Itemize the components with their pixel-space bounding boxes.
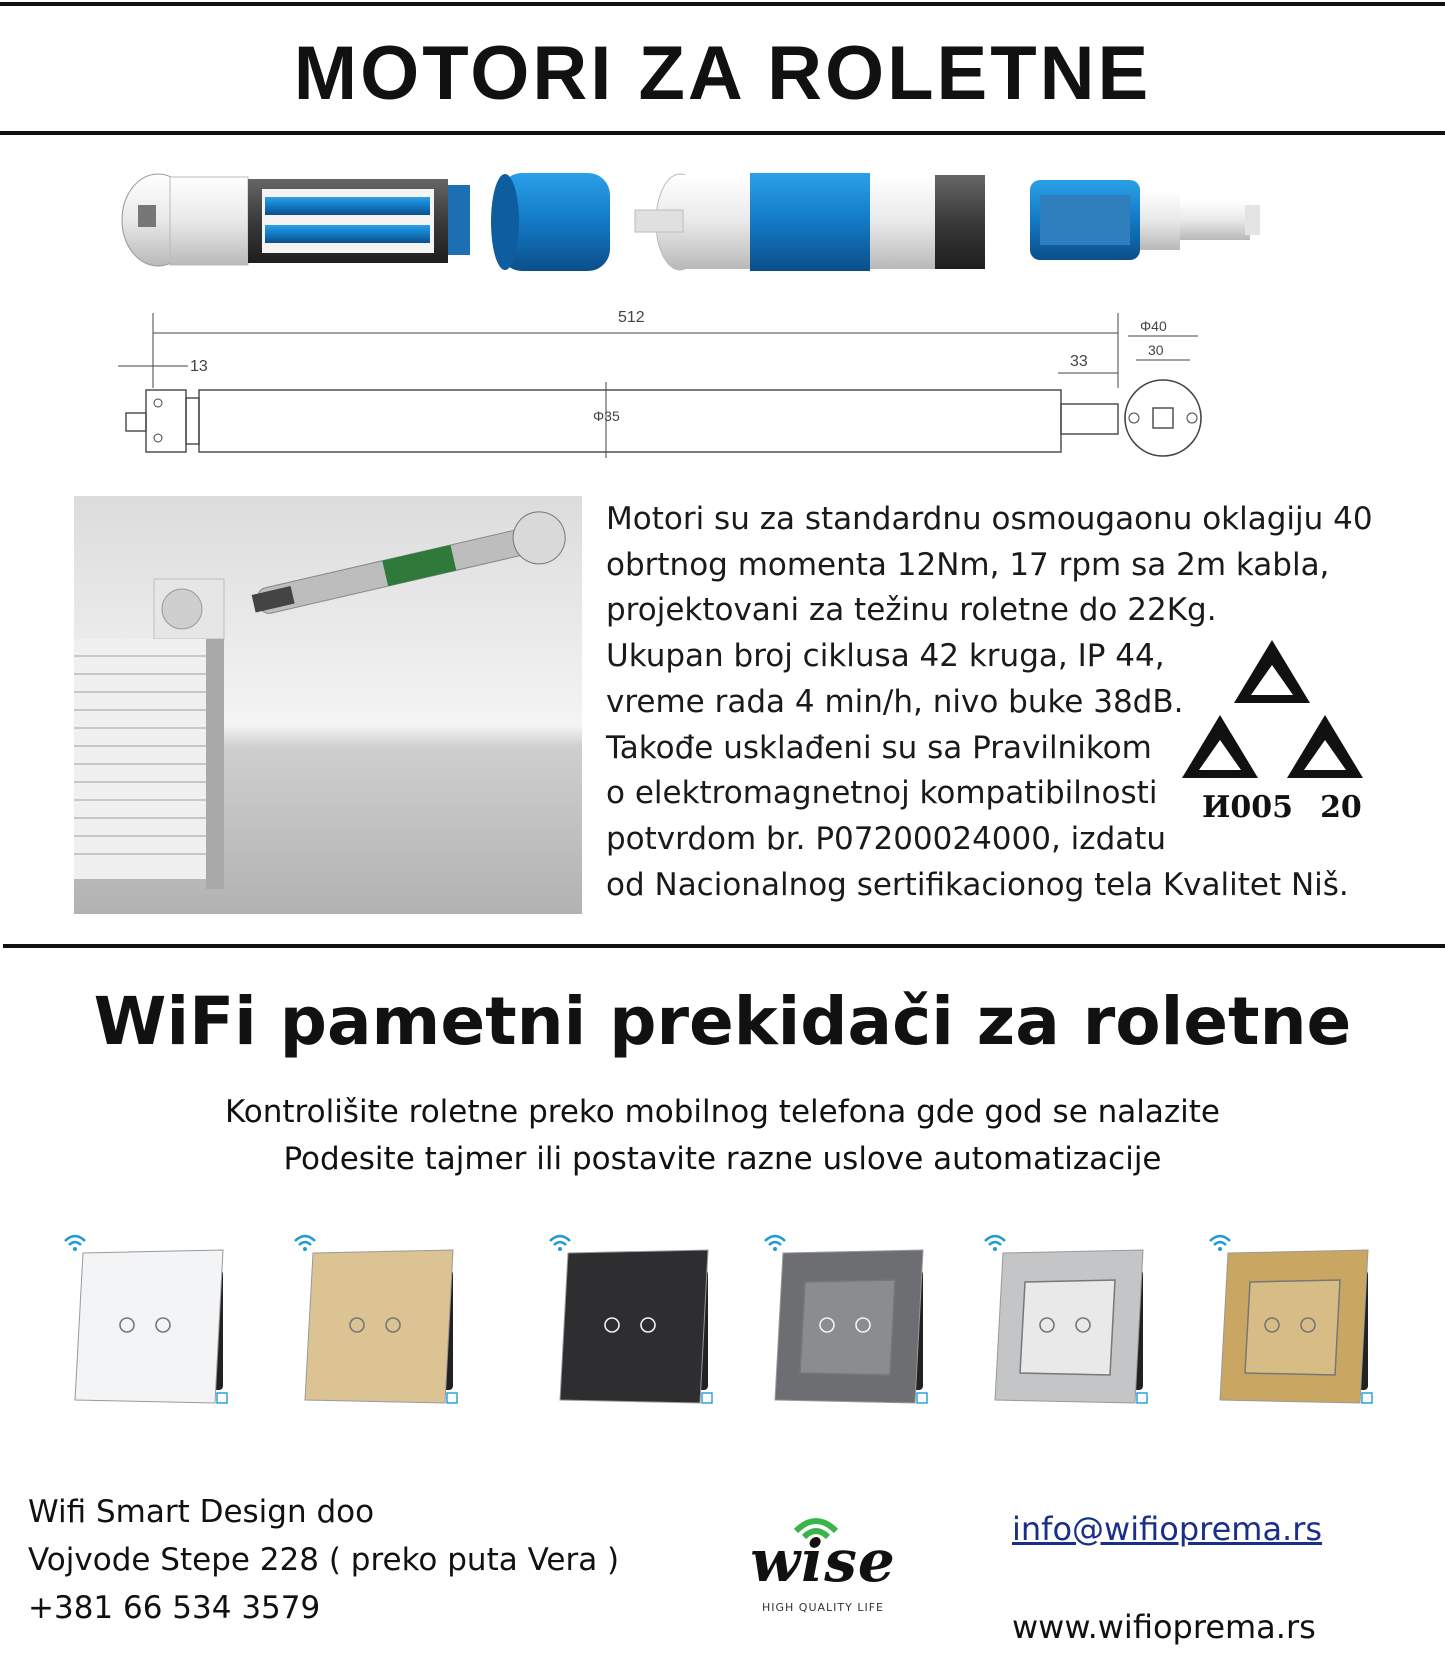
triple-triangle-icon [1180, 635, 1365, 785]
page-title: MOTORI ZA ROLETNE [293, 31, 1152, 116]
switch-products [40, 1225, 1440, 1425]
description-line: vreme rada 4 min/h, nivo buke 38dB. [606, 683, 1184, 720]
rf-icon [1362, 1393, 1372, 1403]
wifi-icon [65, 1236, 85, 1251]
section-rule [3, 944, 1445, 948]
switch-product-silver-alu [985, 1236, 1147, 1403]
description-line: Motori su za standardnu osmougaonu oklagiju 40 [606, 501, 1373, 537]
description-line: Ukupan broj ciklusa 42 kruga, IP 44, [606, 638, 1165, 675]
wifi-section-title: WiFi pametni prekidači za roletne [93, 983, 1352, 1060]
switch-product-row [40, 1225, 1440, 1425]
switch-inner-plate [1245, 1280, 1340, 1375]
description-line: od Nacionalnog sertifikacionog tela Kvalitet Niš. [606, 866, 1349, 903]
wifi-subtitle-1: Kontrolišite roletne preko mobilnog telefona gde god se nalazite [225, 1094, 1220, 1130]
rf-icon [217, 1393, 227, 1403]
switch-product-gold-alu [1210, 1236, 1372, 1403]
wise-logo [728, 1505, 918, 1615]
wifi-icon [765, 1236, 785, 1251]
wifi-icon [550, 1236, 570, 1251]
motor-exploded-view [110, 165, 1350, 290]
certification-mark [1180, 635, 1365, 835]
description-line: potvrdom br. P07200024000, izdatu [606, 820, 1167, 857]
contact-block [28, 1488, 619, 1632]
switch-inner-plate [1020, 1280, 1115, 1375]
company-phone: +381 66 534 3579 [28, 1590, 321, 1626]
switch-product-grey-alu [765, 1236, 927, 1403]
dim-inner-size: 30 [1148, 342, 1164, 358]
logo-text: wise [750, 1527, 896, 1595]
switch-inner-plate [800, 1280, 895, 1375]
logo-tagline: HIGH QUALITY LIFE [762, 1601, 884, 1614]
dim-outer-diameter: Φ40 [1140, 318, 1167, 334]
description-line: obrtnog momenta 12Nm, 17 rpm sa 2m kabla, [606, 546, 1330, 583]
email-link[interactable]: info@wifioprema.rs [1012, 1510, 1323, 1548]
switch-panel [75, 1250, 223, 1403]
title-rule [0, 131, 1445, 135]
switch-product-gold [295, 1236, 457, 1403]
website-link[interactable]: www.wifioprema.rs [1012, 1608, 1316, 1646]
rf-icon [702, 1393, 712, 1403]
description-line: Takođe usklađeni su sa Pravilnikom [606, 729, 1152, 766]
dim-tube-diameter: Φ35 [593, 408, 620, 424]
description-line: projektovani za težinu roletne do 22Kg. [606, 592, 1217, 629]
company-name: Wifi Smart Design doo [28, 1494, 375, 1530]
dim-length: 512 [618, 309, 645, 326]
switch-panel [560, 1250, 708, 1403]
dim-left-offset: 13 [190, 358, 208, 375]
wifi-icon [1210, 1236, 1230, 1251]
description-line: o elektromagnetnoj kompatibilnosti [606, 775, 1158, 812]
wifi-icon [295, 1236, 315, 1251]
switch-product-white [65, 1236, 227, 1403]
rf-icon [917, 1393, 927, 1403]
wifi-icon [985, 1236, 1005, 1251]
roller-shutter-photo [74, 496, 582, 914]
rf-icon [447, 1393, 457, 1403]
dim-right-offset: 33 [1070, 353, 1088, 370]
switch-panel [305, 1250, 453, 1403]
switch-product-black [550, 1236, 712, 1403]
technical-drawing [118, 298, 1268, 473]
rf-icon [1137, 1393, 1147, 1403]
cert-code-left: И005 [1202, 790, 1293, 825]
cert-code-right: 20 [1320, 790, 1362, 825]
company-address: Vojvode Stepe 228 ( preko puta Vera ) [28, 1542, 620, 1578]
top-rule [0, 2, 1445, 6]
wifi-subtitle-2: Podesite tajmer ili postavite razne uslove automatizacije [283, 1141, 1162, 1177]
